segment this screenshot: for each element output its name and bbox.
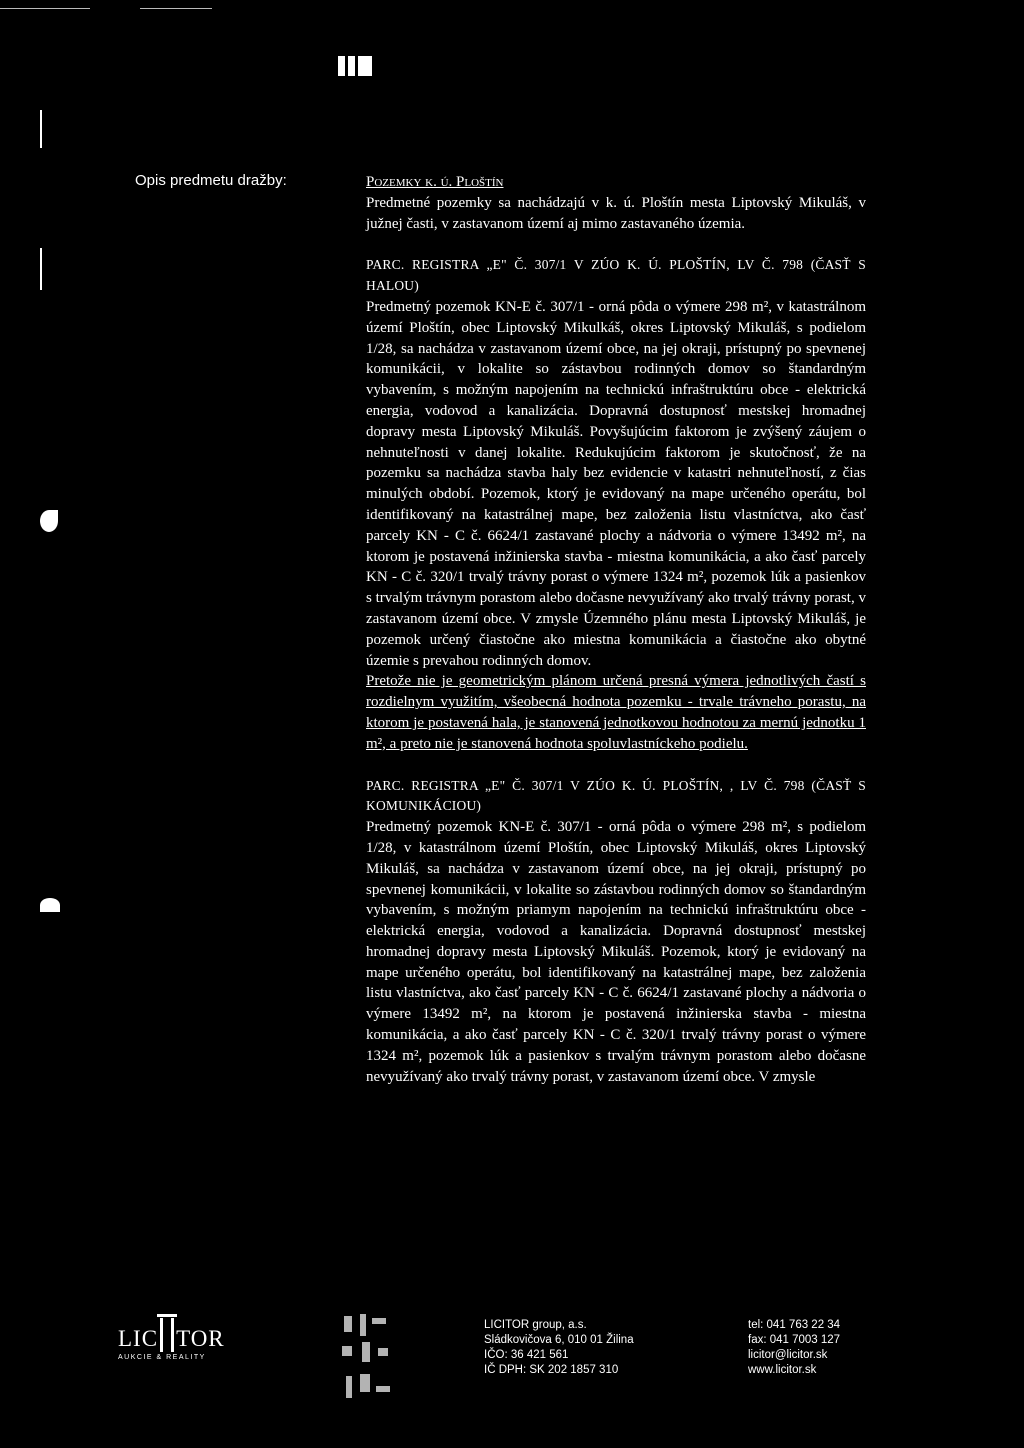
punch-hole-mark — [40, 898, 60, 912]
description-label: Opis predmetu dražby: — [135, 172, 287, 189]
company-name: LICITOR group, a.s. — [484, 1319, 587, 1331]
company-info — [484, 1318, 634, 1378]
logo-word-left: LIC — [118, 1326, 159, 1351]
block1-underlined-note: Pretože nie je geometrickým plánom určená presná výmera jednotlivých častí s rozdielnym využitím, všeobecná hodnota pozemku - trvale trávneho porastu, na ktorom je postavená hala, je stanovená jednotkovou hodnotou za mernú jednotku 1 m², a preto nie je stanovená hodnota spoluvlastníckeho podielu. — [366, 673, 866, 752]
contact-web[interactable]: www.licitor.sk — [748, 1364, 817, 1376]
scan-edge-line — [0, 8, 90, 9]
logo-subtitle: AUKCIE & REALITY — [118, 1354, 206, 1361]
block2-paragraph: Predmetný pozemok KN-E č. 307/1 - orná pôda o výmere 298 m², s podielom 1/28, v katastrálnom území Ploštín, obec Liptovský Mikuláš, okres Liptovský Mikuláš, sa nachádza v zastavanom území obce, na jej okraji, prístupný po spevnenej komunikácii, v lokalite so zástavbou rodinných domov so štandardným vybavením, s možným priamym napojením na technickú infraštruktúru obce - elektrická energia, vodovod a kanalizácia. Dopravná dostupnosť mestskej hromadnej dopravy mesta Liptovský Mikuláš. Pozemok, ktorý je evidovaný na mape určeného operátu, bol identifikovaný na katastrálnej mape, bez založenia listu vlastníctva, ako časť parcely KN - C č. 6624/1 zastavané plochy a nádvoria o výmere 13492 m², na ktorom je postavená inžinierska stavba - miestna komunikácia, a ako časť parcely KN - C č. 320/1 trvalý trávny porast o výmere 1324 m², pozemok lúk a pasienkov s trvalým trávnym porastom alebo dočasne nevyužívaný ako trvalý trávny porast, v zastavanom území obce. V zmysle — [366, 819, 866, 1085]
header-logo-mark — [338, 56, 372, 76]
company-ico: IČO: 36 421 561 — [484, 1349, 569, 1361]
qr-code-icon — [338, 1312, 398, 1402]
contact-fax: fax: 041 7003 127 — [748, 1334, 841, 1346]
section-title: Pozemky k. ú. Ploštín — [366, 174, 504, 190]
company-dic: IČ DPH: SK 202 1857 310 — [484, 1364, 619, 1376]
block2-heading: PARC. REGISTRA „E" Č. 307/1 V ZÚO K. Ú. PLOŠTÍN, , LV Č. 798 (ČASŤ S KOMUNIKÁCIOU) — [366, 777, 866, 814]
binding-mark — [40, 248, 42, 290]
contact-email[interactable]: licitor@licitor.sk — [748, 1349, 828, 1361]
punch-hole-mark — [40, 510, 58, 532]
company-address: Sládkovičova 6, 010 01 Žilina — [484, 1334, 634, 1346]
description-content — [366, 172, 866, 1087]
pillar-icon — [160, 1318, 174, 1352]
logo-word-right: TOR — [176, 1326, 225, 1351]
scan-edge-line — [140, 8, 212, 9]
intro-paragraph: Predmetné pozemky sa nachádzajú v k. ú. Ploštín mesta Liptovský Mikuláš, v južnej časti, v zastavanom území aj mimo zastavaného územia. — [366, 194, 866, 232]
binding-mark — [40, 110, 42, 148]
contact-info — [748, 1318, 840, 1378]
licitor-logo — [118, 1318, 268, 1361]
block1-heading: PARC. REGISTRA „E" Č. 307/1 V ZÚO K. Ú. PLOŠTÍN, LV Č. 798 (ČASŤ S HALOU) — [366, 257, 866, 294]
contact-tel: tel: 041 763 22 34 — [748, 1319, 841, 1331]
block1-paragraph: Predmetný pozemok KN-E č. 307/1 - orná pôda o výmere 298 m², v katastrálnom území Ploštín, obec Liptovský Mikulkáš, okres Liptovský Mikuláš, s podielom 1/28, sa nachádza v zastavanom území obce, na jej okraji, prístupný po spevnenej komunikácii, v lokalite so zástavbou rodinných domov so štandardným vybavením, s možným napojením na technickú infraštruktúru obce - elektrická energia, vodovod a kanalizácia. Dopravná dostupnosť mestskej hromadnej dopravy mesta Liptovský Mikuláš. Povyšujúcim faktorom je zvýšený záujem o nehnuteľnosti v danej lokalite. Redukujúcim faktorom je skutočnosť, že na pozemku sa nachádza stavba haly bez evidencie v katastri nehnuteľností, z čias minulých období. Pozemok, ktorý je evidovaný na mape určeného operátu, bol identifikovaný na katastrálnej mape, bez založenia listu vlastníctva, ako časť parcely KN - C č. 6624/1 zastavané plochy a nádvoria o výmere 13492 m², na ktorom je postavená inžinierska stavba - miestna komunikácia, a ako časť parcely KN - C č. 320/1 trvalý trávny porast o výmere 1324 m², pozemok lúk a pasienkov s trvalým trávnym porastom alebo dočasne nevyužívaný ako trvalý trávny porast, v zastavanom území obce. V zmysle Územného plánu mesta Liptovský Mikuláš, je pozemok určený čiastočne ako miestna komunikácia a čiastočne ako obytné územie s prevahou rodinných domov. — [366, 298, 866, 669]
